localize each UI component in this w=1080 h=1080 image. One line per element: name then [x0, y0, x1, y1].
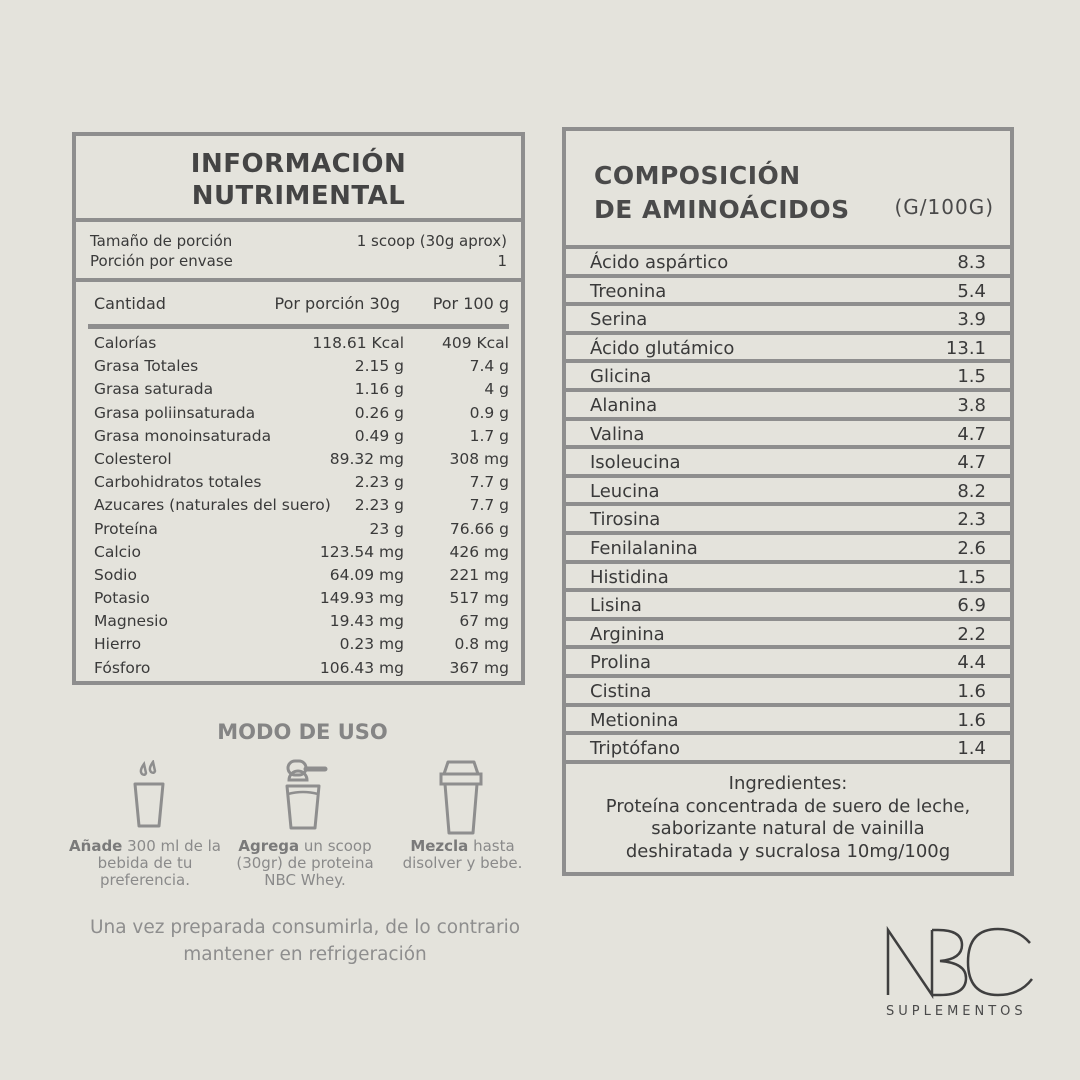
amino-name: Ácido glutámico: [590, 337, 735, 359]
amino-value: 1.4: [957, 738, 986, 760]
nutrition-row: [76, 427, 521, 450]
usage-step-3: [385, 838, 540, 872]
amino-value: 2.2: [957, 623, 986, 645]
nutrient-name: Proteína: [94, 519, 158, 538]
nutrient-per-100g: 1.7 g: [469, 426, 509, 445]
amino-value: 6.9: [957, 595, 986, 617]
amino-row: [566, 363, 1010, 392]
amino-name: Histidina: [590, 566, 669, 588]
nutrient-name: Calcio: [94, 542, 141, 561]
nutrient-per-serving: 19.43 mg: [329, 612, 404, 631]
amino-value: 4.4: [957, 652, 986, 674]
nutrient-name: Sodio: [94, 565, 137, 584]
ingredients-line: Proteína concentrada de suero de leche,: [605, 795, 971, 817]
nutrient-per-100g: 7.4 g: [469, 357, 509, 376]
amino-row: [566, 592, 1010, 621]
nutrient-per-100g: 517 mg: [449, 589, 509, 608]
amino-row: [566, 735, 1010, 764]
amino-name: Cistina: [590, 680, 652, 702]
amino-value: 4.7: [957, 452, 986, 474]
col-per-serving-header: Por porción 30g: [274, 294, 400, 313]
amino-value: 2.3: [957, 509, 986, 531]
nutrition-row: [76, 404, 521, 427]
amino-row: [566, 649, 1010, 678]
ingredients-line: saborizante natural de vainilla: [651, 818, 925, 839]
usage-step-3-text: hasta disolver y bebe.: [402, 837, 523, 872]
amino-row: [566, 335, 1010, 364]
amino-row: [566, 678, 1010, 707]
amino-row: [566, 621, 1010, 650]
nutrition-row: [76, 543, 521, 566]
amino-row: [566, 278, 1010, 307]
amino-name: Metionina: [590, 709, 679, 731]
amino-name: Alanina: [590, 394, 658, 416]
nutrient-per-serving: 0.26 g: [354, 403, 404, 422]
nutrient-per-serving: 1.16 g: [354, 380, 404, 399]
amino-name: Isoleucina: [590, 452, 681, 474]
amino-name: Serina: [590, 309, 648, 331]
amino-value: 4.7: [957, 423, 986, 445]
serving-info: [76, 222, 521, 282]
nutrition-row: [76, 473, 521, 496]
nutrient-name: Colesterol: [94, 449, 172, 468]
nutrient-per-serving: 2.23 g: [354, 496, 404, 515]
nutrient-per-100g: 0.8 mg: [454, 635, 509, 654]
servings-value: 1: [497, 252, 507, 270]
serving-size-label: Tamaño de porción: [90, 232, 233, 250]
col-qty-header: Cantidad: [94, 294, 166, 313]
nutrition-title: [76, 136, 521, 222]
nutrition-row: [76, 566, 521, 589]
amino-title-line1: COMPOSICIÓN: [594, 161, 801, 190]
amino-name: Glicina: [590, 366, 652, 388]
amino-unit: (G/100G): [894, 195, 994, 219]
usage-step-2-text: un scoop (30gr) de proteina NBC Whey.: [236, 837, 374, 889]
scoop-glass-icon: [283, 758, 349, 832]
nutrient-per-serving: 118.61 Kcal: [312, 334, 404, 352]
nutrient-name: Magnesio: [94, 612, 168, 631]
nutrient-per-serving: 0.49 g: [354, 426, 404, 445]
amino-value: 1.6: [957, 680, 986, 702]
nutrition-row: [76, 612, 521, 635]
nutrient-per-100g: 7.7 g: [469, 473, 509, 492]
amino-row: [566, 449, 1010, 478]
nutrient-name: Grasa monoinsaturada: [94, 426, 272, 445]
nutrient-per-100g: 409 Kcal: [441, 334, 509, 352]
nutrition-title-line1: INFORMACIÓN: [190, 149, 407, 179]
nutrient-per-serving: 89.32 mg: [329, 449, 404, 468]
amino-value: 5.4: [957, 280, 986, 302]
usage-step-1-verb: Añade: [69, 837, 123, 855]
amino-value: 8.2: [957, 480, 986, 502]
nutrient-per-100g: 0.9 g: [469, 403, 509, 422]
nutrient-per-serving: 2.15 g: [354, 357, 404, 376]
ingredients-line: deshiratada y sucralosa 10mg/100g: [625, 840, 951, 862]
nutrient-per-100g: 76.66 g: [449, 519, 509, 538]
nutrient-per-100g: 4 g: [484, 380, 509, 399]
usage-step-2-verb: Agrega: [238, 837, 300, 855]
nutrient-per-serving: 2.23 g: [354, 473, 404, 492]
amino-row: [566, 392, 1010, 421]
amino-value: 2.6: [957, 537, 986, 559]
shaker-icon: [438, 760, 484, 836]
usage-step-1-text: 300 ml de la bebida de tu preferencia.: [97, 837, 221, 889]
nutrient-name: Grasa poliinsaturada: [94, 403, 256, 422]
nutrient-per-serving: 23 g: [369, 519, 404, 538]
nutrient-name: Grasa Totales: [94, 357, 199, 376]
nutrition-row: [76, 589, 521, 612]
nutrient-per-serving: 0.23 mg: [339, 635, 404, 654]
nutrient-per-serving: 106.43 mg: [319, 658, 404, 677]
usage-step-2: [225, 838, 385, 889]
nutrition-row: [76, 450, 521, 473]
nutrient-per-serving: 149.93 mg: [319, 589, 404, 608]
nutrient-name: Calorías: [94, 334, 157, 352]
amino-name: Valina: [590, 423, 645, 445]
nutrition-row: [76, 520, 521, 543]
amino-name: Fenilalanina: [590, 537, 698, 559]
nutrient-name: Azucares (naturales del suero): [94, 496, 331, 515]
amino-row: [566, 707, 1010, 736]
nutrient-name: Potasio: [94, 589, 150, 608]
amino-title-box: [566, 131, 1010, 249]
servings-label: Porción por envase: [90, 252, 233, 270]
amino-row: [566, 249, 1010, 278]
amino-value: 1.5: [957, 366, 986, 388]
nutrient-name: Hierro: [94, 635, 142, 654]
amino-value: 1.6: [957, 709, 986, 731]
nutrition-row: [76, 659, 521, 682]
amino-title: [594, 159, 850, 227]
amino-value: 3.9: [957, 309, 986, 331]
nutrient-per-100g: 221 mg: [449, 565, 509, 584]
nutrition-title-line2: NUTRIMENTAL: [191, 181, 406, 211]
glass-drops-icon: [128, 760, 170, 830]
amino-value: 13.1: [945, 337, 986, 359]
amino-value: 8.3: [957, 252, 986, 273]
nutrition-panel: [72, 132, 525, 685]
amino-row: [566, 506, 1010, 535]
usage-title: MODO DE USO: [217, 720, 388, 744]
header-divider: [88, 324, 509, 329]
brand-tagline: SUPLEMENTOS: [886, 1004, 1027, 1019]
nutrition-row: [76, 496, 521, 519]
amino-name: Tirosina: [590, 509, 661, 531]
nutrient-per-serving: 123.54 mg: [319, 542, 404, 561]
nutrition-row: [76, 380, 521, 403]
amino-row: [566, 421, 1010, 450]
amino-name: Ácido aspártico: [590, 252, 729, 273]
usage-step-1: [65, 838, 225, 889]
storage-note-line1: Una vez preparada consumirla, de lo contrario: [89, 917, 521, 938]
nutrition-row: [76, 635, 521, 658]
amino-value: 1.5: [957, 566, 986, 588]
amino-rows: [566, 249, 1010, 764]
amino-row: [566, 564, 1010, 593]
nutrient-name: Carbohidratos totales: [94, 473, 262, 492]
amino-row: [566, 535, 1010, 564]
storage-note-line2: mantener en refrigeración: [183, 944, 427, 965]
nutrition-rows: [76, 334, 521, 682]
nutrient-per-100g: 308 mg: [449, 449, 509, 468]
nutrient-per-serving: 64.09 mg: [329, 565, 404, 584]
serving-size-value: 1 scoop (30g aprox): [356, 232, 507, 250]
ingredients: [566, 773, 1010, 863]
amino-name: Treonina: [590, 280, 667, 302]
amino-value: 3.8: [957, 394, 986, 416]
amino-panel: [562, 127, 1014, 876]
nutrient-name: Fósforo: [94, 658, 151, 677]
amino-name: Prolina: [590, 652, 651, 674]
amino-name: Lisina: [590, 595, 642, 617]
col-per-100-header: Por 100 g: [432, 294, 509, 313]
amino-title-line2: DE AMINOÁCIDOS: [594, 195, 850, 224]
nutrient-per-100g: 7.7 g: [469, 496, 509, 515]
amino-name: Arginina: [590, 623, 665, 645]
nutrient-per-100g: 426 mg: [449, 542, 509, 561]
amino-name: Triptófano: [590, 738, 681, 760]
amino-row: [566, 306, 1010, 335]
ingredients-label: Ingredientes:: [728, 773, 848, 794]
nutrition-row: [76, 334, 521, 357]
usage-step-3-verb: Mezcla: [410, 837, 469, 855]
amino-row: [566, 478, 1010, 507]
amino-name: Leucina: [590, 480, 660, 502]
storage-note: [40, 914, 570, 968]
nutrient-name: Grasa saturada: [94, 380, 214, 399]
nutrition-row: [76, 357, 521, 380]
nutrient-per-100g: 367 mg: [449, 658, 509, 677]
nutrient-per-100g: 67 mg: [459, 612, 509, 631]
